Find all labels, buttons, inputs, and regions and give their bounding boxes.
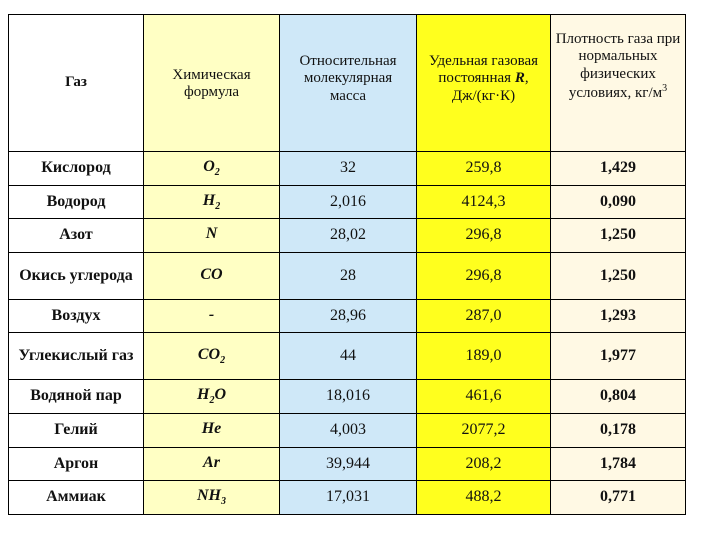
table-row <box>9 380 686 414</box>
gas-name: Окись углерода <box>9 252 144 299</box>
gas-constant: 461,6 <box>417 380 551 414</box>
gas-density: 1,250 <box>551 219 686 253</box>
header-density-exp: 3 <box>662 82 668 94</box>
table-row <box>9 481 686 515</box>
table-row <box>9 413 686 447</box>
gas-constant: 2077,2 <box>417 413 551 447</box>
molecular-mass: 28,02 <box>280 219 417 253</box>
gas-constant: 208,2 <box>417 447 551 481</box>
gas-constant: 296,8 <box>417 252 551 299</box>
molecular-mass: 2,016 <box>280 185 417 219</box>
gas-name: Кислород <box>9 152 144 186</box>
formula-subscript: 3 <box>221 496 226 508</box>
molecular-mass: 17,031 <box>280 481 417 515</box>
header-formula-text: Химическая формула <box>172 67 251 101</box>
gas-name: Аргон <box>9 447 144 481</box>
formula-tail: O <box>214 386 226 404</box>
header-gas: Газ <box>9 15 144 152</box>
formula-base: CO <box>197 346 221 364</box>
molecular-mass: 44 <box>280 333 417 380</box>
header-constant <box>417 15 551 152</box>
header-density-text: Плотность газа при нормальных физических условиях, кг/м <box>555 31 681 101</box>
chemical-formula <box>144 299 280 333</box>
header-constant-symbol: R <box>514 70 525 87</box>
formula-subscript: 2 <box>214 167 220 179</box>
gas-constant: 296,8 <box>417 219 551 253</box>
chemical-formula <box>144 185 280 219</box>
chemical-formula <box>144 447 280 481</box>
gas-name: Гелий <box>9 413 144 447</box>
molecular-mass: 32 <box>280 152 417 186</box>
molecular-mass: 28 <box>280 252 417 299</box>
gas-density: 1,429 <box>551 152 686 186</box>
gas-name: Водород <box>9 185 144 219</box>
chemical-formula <box>144 252 280 299</box>
molecular-mass: 28,96 <box>280 299 417 333</box>
gas-name: Углекислый газ <box>9 333 144 380</box>
gas-name: Водяной пар <box>9 380 144 414</box>
gas-density: 0,804 <box>551 380 686 414</box>
molecular-mass: 4,003 <box>280 413 417 447</box>
gas-density: 1,250 <box>551 252 686 299</box>
chemical-formula <box>144 413 280 447</box>
chemical-formula <box>144 152 280 186</box>
formula-base: O <box>203 157 215 175</box>
chemical-formula <box>144 333 280 380</box>
formula-base: N <box>205 225 218 243</box>
gas-density: 0,090 <box>551 185 686 219</box>
formula-base: Ar <box>203 453 220 471</box>
chemical-formula <box>144 219 280 253</box>
table-row <box>9 219 686 253</box>
header-formula <box>144 15 280 152</box>
gas-density: 1,293 <box>551 299 686 333</box>
formula-base: - <box>208 305 215 323</box>
formula-base: CO <box>200 265 223 283</box>
formula-subscript: 2 <box>220 355 226 367</box>
chemical-formula <box>144 481 280 515</box>
header-mass-text: Относительная молекулярная масса <box>299 53 397 104</box>
gas-density: 1,977 <box>551 333 686 380</box>
gas-density: 1,784 <box>551 447 686 481</box>
gas-density: 0,771 <box>551 481 686 515</box>
molecular-mass: 39,944 <box>280 447 417 481</box>
gas-constant: 4124,3 <box>417 185 551 219</box>
table-row <box>9 333 686 380</box>
table-row <box>9 447 686 481</box>
molecular-mass: 18,016 <box>280 380 417 414</box>
header-constant-pre: Удельная газовая постоянная <box>428 53 539 87</box>
gas-constant: 488,2 <box>417 481 551 515</box>
header-mass <box>280 15 417 152</box>
gas-properties-table <box>8 14 686 515</box>
formula-base: He <box>201 419 222 437</box>
gas-constant: 189,0 <box>417 333 551 380</box>
table-row <box>9 252 686 299</box>
formula-subscript: 2 <box>215 200 221 212</box>
gas-name: Воздух <box>9 299 144 333</box>
chemical-formula <box>144 380 280 414</box>
table-row <box>9 299 686 333</box>
table-row <box>9 185 686 219</box>
formula-base: H <box>196 386 210 404</box>
gas-name: Азот <box>9 219 144 253</box>
table-row <box>9 152 686 186</box>
formula-subscript: 2 <box>209 395 215 407</box>
header-constant-post: , Дж/(кг·К) <box>451 70 529 104</box>
formula-base: NH <box>197 487 221 505</box>
gas-density: 0,178 <box>551 413 686 447</box>
gas-name: Аммиак <box>9 481 144 515</box>
table-body <box>9 152 686 515</box>
gas-constant: 259,8 <box>417 152 551 186</box>
gas-constant: 287,0 <box>417 299 551 333</box>
formula-base: H <box>202 191 216 209</box>
header-row <box>9 15 686 152</box>
header-density <box>551 15 686 152</box>
